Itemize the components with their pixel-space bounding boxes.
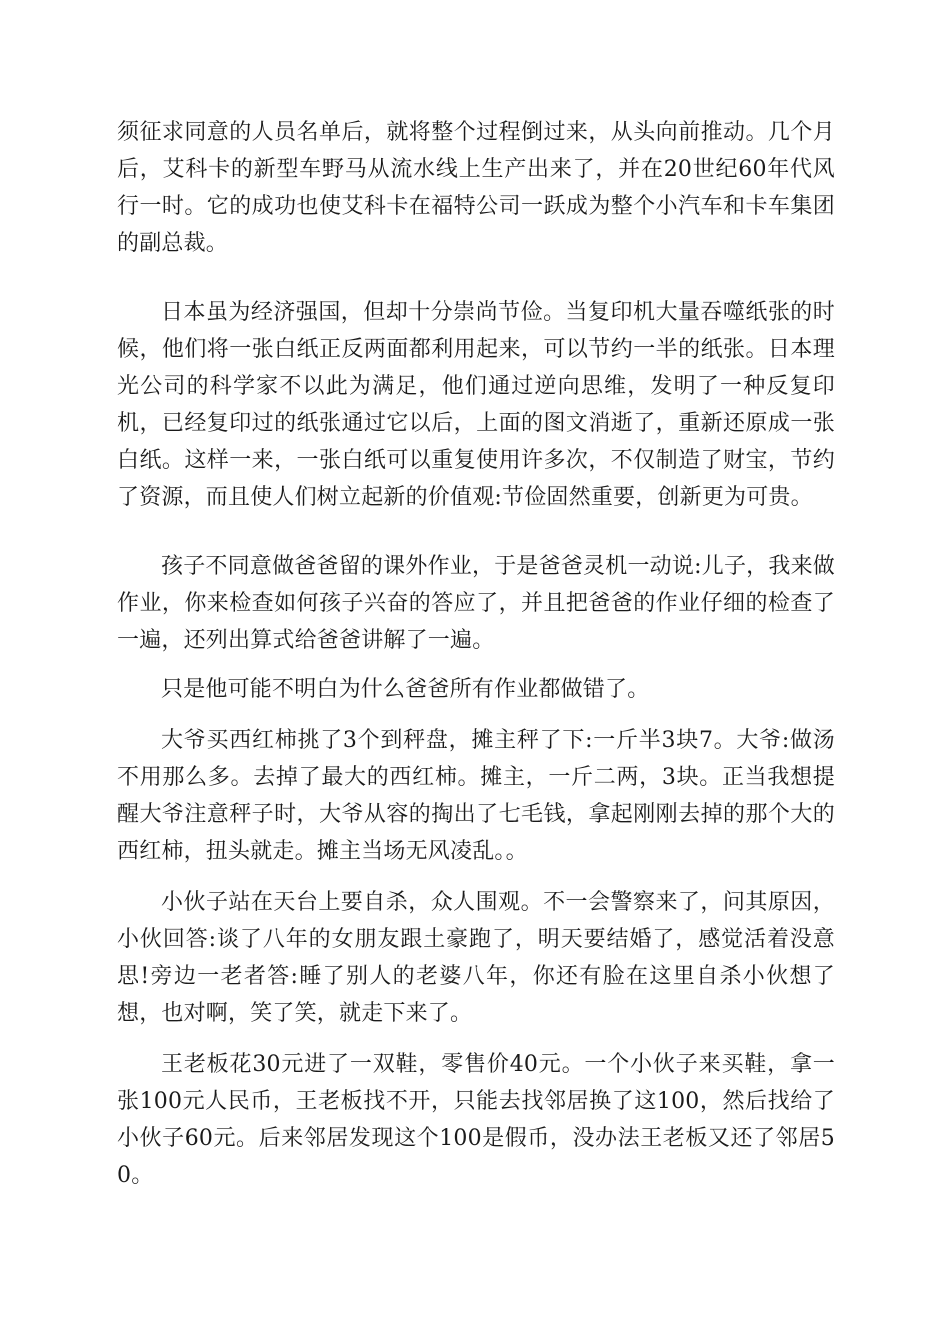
paragraph-3: 孩子不同意做爸爸留的课外作业，于是爸爸灵机一动说:儿子，我来做作业，你来检查如何孩子兴奋的答应了，并且把爸爸的作业仔细的检查了一遍，还列出算式给爸爸讲解了一遍。 [117,554,835,653]
paragraph-4: 只是他可能不明白为什么爸爸所有作业都做错了。 [161,677,650,702]
paragraph-6: 小伙子站在天台上要自杀，众人围观。不一会警察来了，问其原因，小伙回答:谈了八年的女朋友跟土豪跑了，明天要结婚了，感觉活着没意思!旁边一老者答:睡了别人的老婆八年，你还有脸在这里自杀小伙想了想，也对啊，笑了笑，就走下来了。 [117,890,835,1026]
document-body [117,114,835,1194]
paragraph-7: 王老板花30元进了一双鞋，零售价40元。一个小伙子来买鞋，拿一张100元人民币，王老板找不开，只能去找邻居换了这100，然后找给了小伙子60元。后来邻居发现这个100是假币，没办法王老板又还了邻居50。 [117,1052,835,1188]
paragraph-2: 日本虽为经济强国，但却十分崇尚节俭。当复印机大量吞噬纸张的时候，他们将一张白纸正反两面都利用起来，可以节约一半的纸张。日本理光公司的科学家不以此为满足，他们通过逆向思维，发明了一种反复印机，已经复印过的纸张通过它以后，上面的图文消逝了，重新还原成一张白纸。这样一来，一张白纸可以重复使用许多次，不仅制造了财宝，节约了资源，而且使人们树立起新的价值观:节俭固然重要，创新更为可贵。 [117,300,835,510]
paragraph-1: 须征求同意的人员名单后，就将整个过程倒过来，从头向前推动。几个月后，艾科卡的新型车野马从流水线上生产出来了，并在20世纪60年代风行一时。它的成功也使艾科卡在福特公司一跃成为整个小汽车和卡车集团的副总裁。 [117,120,835,256]
paragraph-5: 大爷买西红柿挑了3个到秤盘，摊主秤了下:一斤半3块7。大爷:做汤不用那么多。去掉了最大的西红柿。摊主，一斤二两，3块。正当我想提醒大爷注意秤子时，大爷从容的掏出了七毛钱，拿起刚刚去掉的那个大的西红柿，扭头就走。摊主当场无风凌乱。。 [117,728,835,864]
